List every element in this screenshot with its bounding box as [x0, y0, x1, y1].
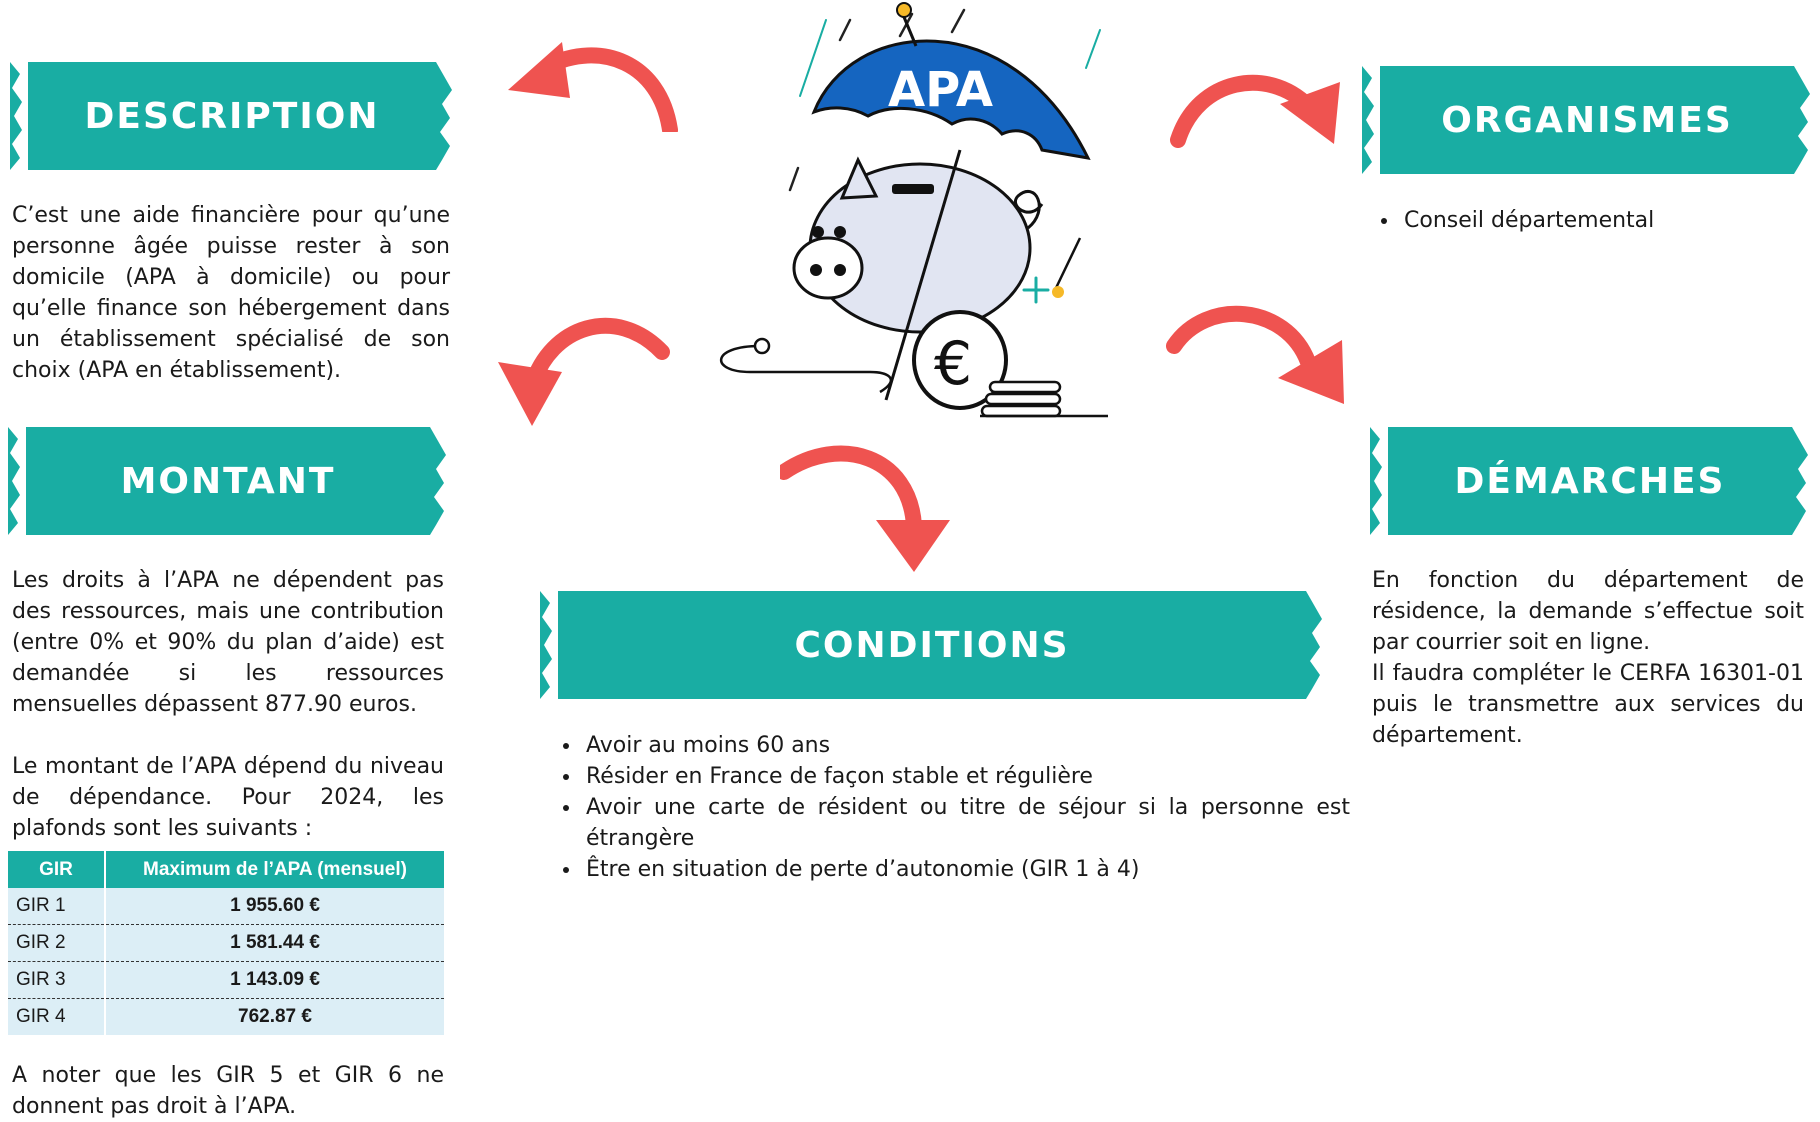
column-header-maximum: Maximum de l’APA (mensuel)	[105, 851, 444, 888]
torn-edge-decoration	[1306, 591, 1324, 699]
gir-amount: 1 143.09 €	[105, 962, 444, 999]
list-item: • Avoir au moins 60 ans	[582, 730, 1350, 761]
arrow-to-demarches-icon	[1166, 290, 1350, 414]
montant-banner	[8, 427, 448, 535]
table-row	[8, 888, 444, 925]
torn-edge-decoration	[10, 62, 28, 170]
umbrella-label: APA	[888, 62, 994, 118]
list-item: • Conseil départemental	[1400, 205, 1820, 236]
gir-table	[8, 851, 444, 1035]
montant-note: A noter que les GIR 5 et GIR 6 ne donnent pas droit à l’APA.	[12, 1063, 444, 1119]
torn-edge-decoration	[436, 62, 454, 170]
table-row	[8, 999, 444, 1036]
column-header-gir: GIR	[8, 851, 105, 888]
gir-level: GIR 4	[8, 999, 105, 1036]
svg-text:€: €	[934, 329, 973, 399]
arrow-to-conditions-icon	[780, 436, 960, 576]
montant-text-contribution: Les droits à l’APA ne dépendent pas des ressources, mais une contribution (entre 0% et 90% du plan d’aide) est demandée si les ressources mensuelles dépassent 877.90 euros.	[12, 568, 444, 717]
piggy-bank-umbrella-illustration	[690, 0, 1120, 420]
table-row	[8, 925, 444, 962]
arrow-to-description-icon	[500, 22, 680, 132]
description-title: DESCRIPTION	[84, 95, 380, 137]
description-banner	[10, 62, 454, 170]
organismes-title: ORGANISMES	[1441, 99, 1733, 141]
torn-edge-decoration	[1362, 66, 1380, 174]
conditions-banner	[540, 591, 1324, 699]
gir-level: GIR 2	[8, 925, 105, 962]
watermark: fiverr.	[1002, 151, 1075, 176]
conditions-title: CONDITIONS	[794, 624, 1070, 666]
torn-edge-decoration	[1792, 427, 1810, 535]
conditions-list	[558, 730, 1350, 885]
gir-amount: 762.87 €	[105, 999, 444, 1036]
demarches-title: DÉMARCHES	[1454, 460, 1726, 502]
torn-edge-decoration	[540, 591, 558, 699]
list-item: • Être en situation de perte d’autonomie (GIR 1 à 4)	[582, 854, 1350, 885]
list-item: • Avoir une carte de résident ou titre de séjour si la personne est étrangère	[582, 792, 1350, 854]
table-header-row	[8, 851, 444, 888]
arrow-to-organismes-icon	[1168, 48, 1348, 148]
gir-amount: 1 581.44 €	[105, 925, 444, 962]
table-row	[8, 962, 444, 999]
torn-edge-decoration	[430, 427, 448, 535]
torn-edge-decoration	[8, 427, 26, 535]
gir-level: GIR 3	[8, 962, 105, 999]
organismes-banner	[1362, 66, 1812, 174]
torn-edge-decoration	[1794, 66, 1812, 174]
demarches-banner	[1370, 427, 1810, 535]
demarches-text-envoi: En fonction du département de résidence, la demande s’effectue soit par courrier soit en ligne.	[1372, 568, 1804, 655]
montant-text-plafonds: Le montant de l’APA dépend du niveau de dépendance. Pour 2024, les plafonds sont les suivants :	[12, 754, 444, 841]
demarches-text-cerfa: Il faudra compléter le CERFA 16301-01 puis le transmettre aux services du département.	[1372, 661, 1804, 748]
list-item: • Résider en France de façon stable et régulière	[582, 761, 1350, 792]
montant-title: MONTANT	[120, 460, 336, 502]
arrow-to-montant-icon	[486, 300, 670, 430]
gir-level: GIR 1	[8, 888, 105, 925]
description-text: C’est une aide financière pour qu’une personne âgée puisse rester à son domicile (APA à domicile) ou pour qu’elle finance son hébergement dans un établissement spécialisé de son choix (APA en établissement).	[12, 203, 450, 383]
torn-edge-decoration	[1370, 427, 1388, 535]
organismes-list	[1376, 205, 1820, 236]
gir-amount: 1 955.60 €	[105, 888, 444, 925]
